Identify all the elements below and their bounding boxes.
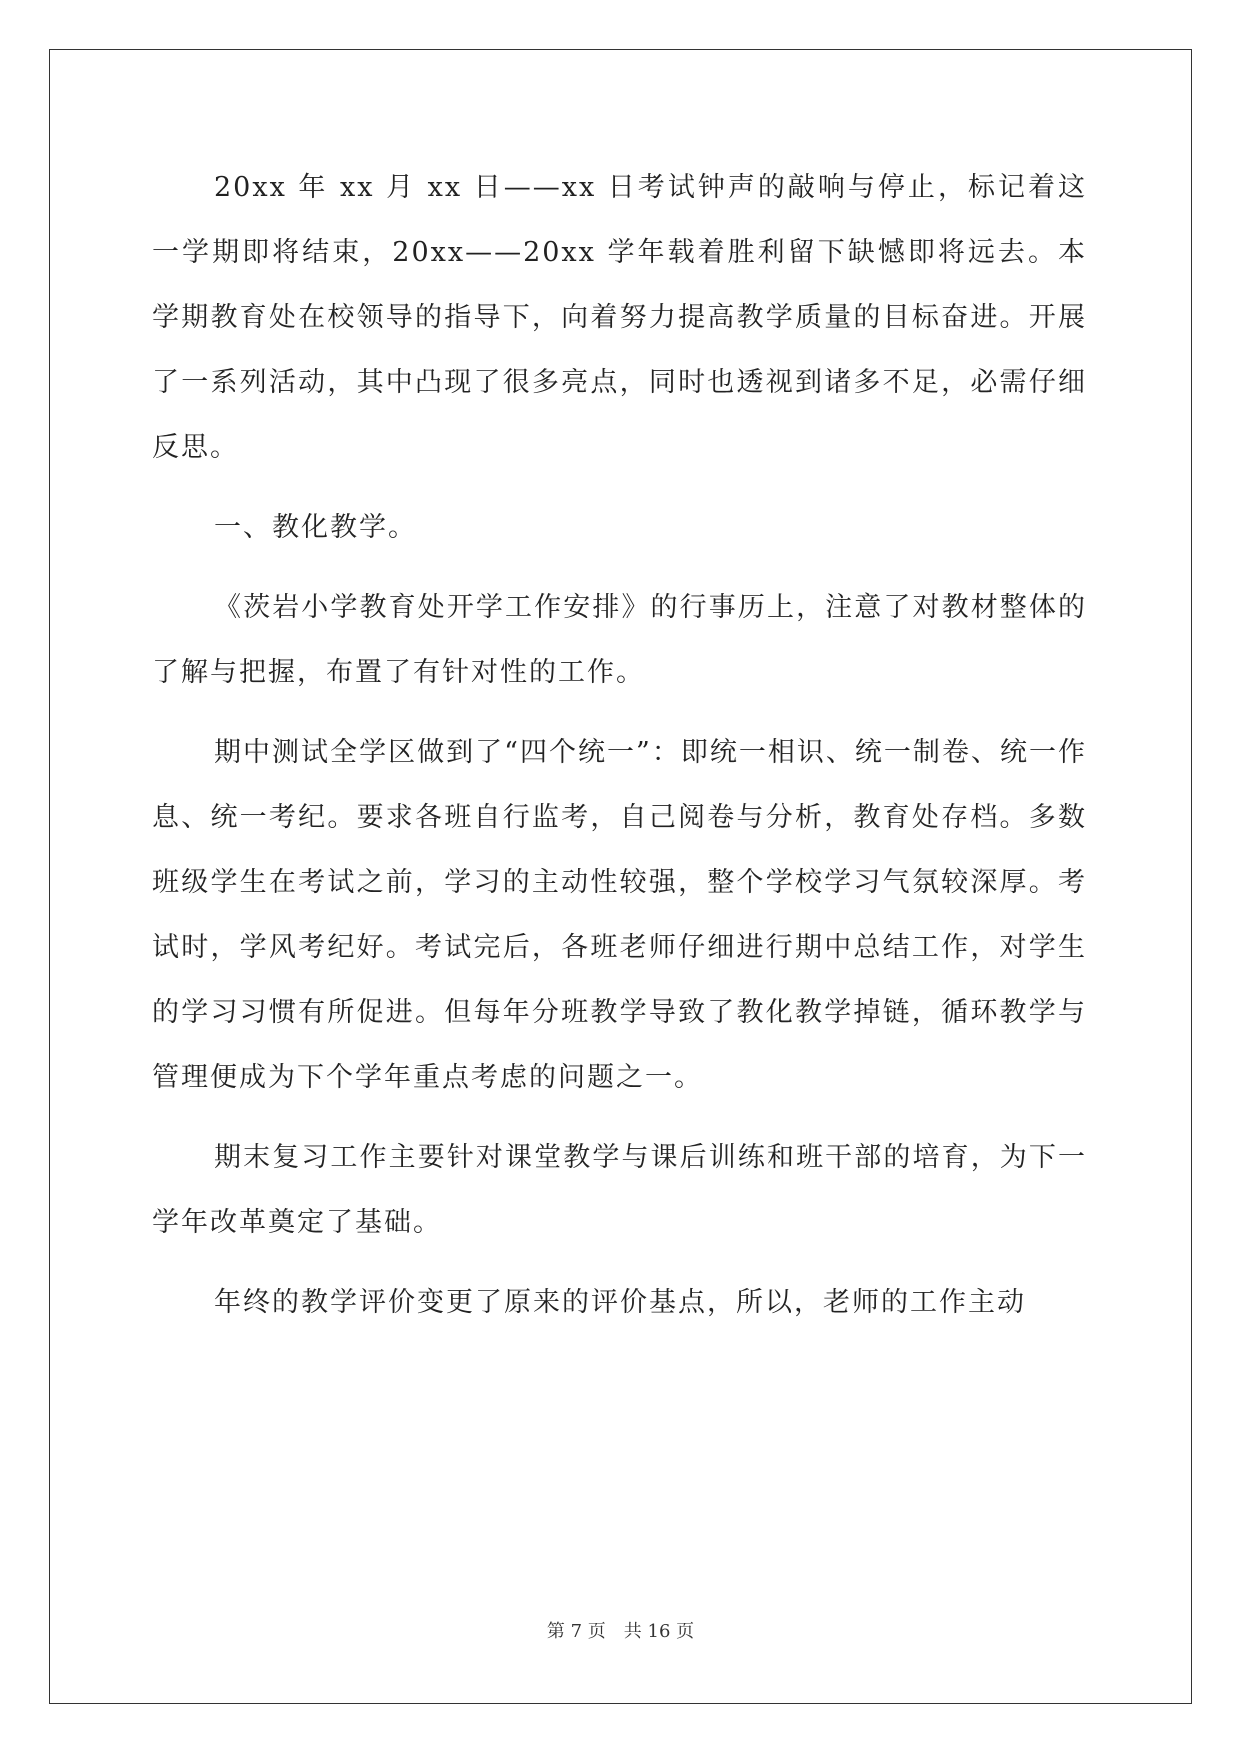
paragraph-schedule: 《茨岩小学教育处开学工作安排》的行事历上，注意了对教材整体的了解与把握，布置了有针对性的工作。 [152, 592, 1087, 688]
paragraph-midterm: 期中测试全学区做到了“四个统一”：即统一相识、统一制卷、统一作息、统一考纪。要求各班自行监考，自己阅卷与分析，教育处存档。多数班级学生在考试之前，学习的主动性较强，整个学校学习气氛较深厚。考试时，学风考纪好。考试完后，各班老师仔细进行期中总结工作，对学生的学习习惯有所促进。但每年分班教学导致了教化教学掉链，循环教学与管理便成为下个学年重点考虑的问题之一。 [152, 737, 1087, 1093]
paragraph-evaluation: 年终的教学评价变更了原来的评价基点，所以，老师的工作主动 [214, 1287, 1026, 1318]
paragraph-intro: 20xx 年 xx 月 xx 日——xx 日考试钟声的敲响与停止，标记着这一学期即将结束，20xx——20xx 学年载着胜利留下缺憾即将远去。本学期教育处在校领导的指导下，向着努力提高教学质量的目标奋进。开展了一系列活动，其中凸现了很多亮点，同时也透视到诸多不足，必需仔细反思。 [152, 172, 1087, 463]
page-footer [0, 1617, 1241, 1643]
section-heading: 一、教化教学。 [214, 512, 417, 543]
document-body [152, 155, 1087, 1350]
paragraph-final-review: 期末复习工作主要针对课堂教学与课后训练和班干部的培育，为下一学年改革奠定了基础。 [152, 1142, 1087, 1238]
page-total: 共 16 页 [623, 1621, 695, 1642]
page-number: 第 7 页 [546, 1621, 606, 1642]
